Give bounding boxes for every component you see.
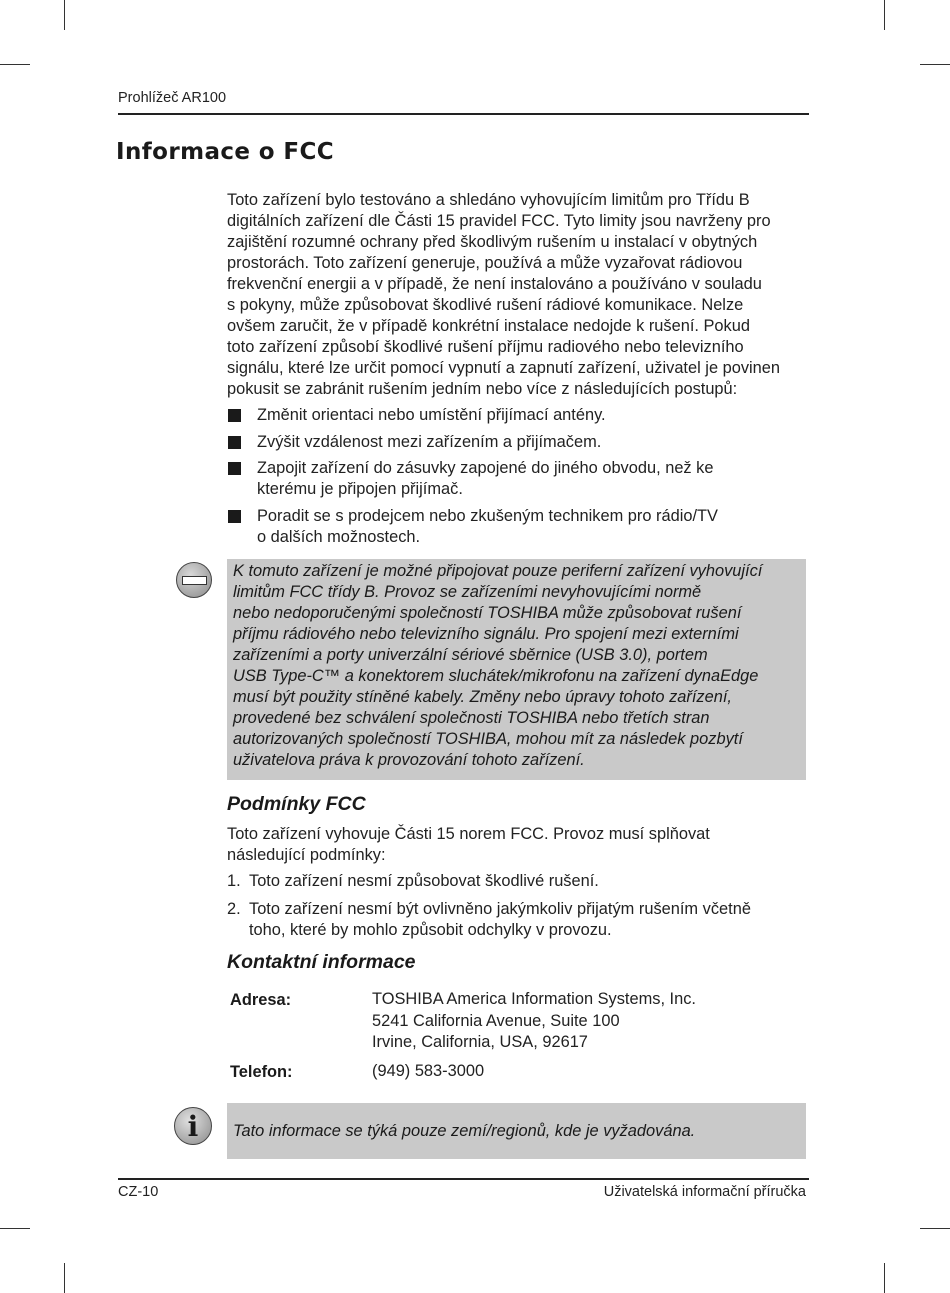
manual-title: Uživatelská informační příručka bbox=[603, 1184, 806, 1200]
text-line: signálu, které lze určit pomocí vypnutí a zapnutí zařízení, uživatel je povinen bbox=[227, 359, 781, 377]
intro-paragraph bbox=[227, 190, 817, 400]
address-value bbox=[372, 989, 696, 1054]
note-line: Tato informace se týká pouze zemí/regionů, kde je vyžadována. bbox=[233, 1121, 696, 1140]
crop-mark bbox=[64, 0, 65, 30]
footer-rule bbox=[118, 1178, 809, 1180]
info-icon: i bbox=[174, 1107, 212, 1145]
address-line: 5241 California Avenue, Suite 100 bbox=[372, 1011, 620, 1030]
text-line: následující podmínky: bbox=[227, 846, 386, 864]
list-item-text: o dalších možnostech. bbox=[257, 527, 421, 546]
text-line: ovšem zaručit, že v případě konkrétní instalace nedojde k rušení. Pokud bbox=[227, 317, 750, 335]
note-line: provedené bez schválení společnosti TOSHIBA nebo třetích stran bbox=[233, 709, 710, 727]
list-item bbox=[227, 458, 817, 500]
note-line: limitům FCC třídy B. Provoz se zařízeními nevyhovujícími normě bbox=[233, 583, 702, 601]
warning-note bbox=[227, 559, 806, 780]
text-line: s pokyny, může způsobovat škodlivé rušení rádiové komunikace. Nelze bbox=[227, 296, 744, 314]
section-heading-contact: Kontaktní informace bbox=[227, 951, 416, 973]
square-bullet-icon bbox=[228, 510, 241, 523]
list-item-text: Zapojit zařízení do zásuvky zapojené do jiného obvodu, než ke bbox=[257, 459, 714, 477]
bullet-list bbox=[227, 405, 817, 553]
list-item-text: Toto zařízení nesmí být ovlivněno jakýmkoliv přijatým rušením včetně bbox=[249, 900, 751, 918]
list-item bbox=[227, 506, 817, 548]
note-line: USB Type-C™ a konektorem sluchátek/mikrofonu na zařízení dynaEdge bbox=[233, 667, 759, 685]
square-bullet-icon bbox=[228, 436, 241, 449]
header-rule bbox=[118, 113, 809, 115]
no-entry-bar bbox=[182, 576, 207, 585]
text-line: Toto zařízení bylo testováno a shledáno vyhovujícím limitům pro Třídu B bbox=[227, 191, 750, 209]
no-entry-icon bbox=[176, 562, 212, 598]
page-title: Informace o FCC bbox=[116, 139, 335, 165]
note-line: autorizovaných společností TOSHIBA, mohou mít za následek pozbytí bbox=[233, 730, 743, 748]
note-line: nebo nedoporučenými společností TOSHIBA může způsobovat rušení bbox=[233, 604, 742, 622]
section-heading-conditions: Podmínky FCC bbox=[227, 793, 366, 815]
note-line: příjmu rádiového nebo televizního signálu. Pro spojení mezi externími bbox=[233, 625, 739, 643]
crop-mark bbox=[884, 0, 885, 30]
text-line: pokusit se zabránit rušením jedním nebo více z následujících postupů: bbox=[227, 380, 738, 398]
list-item bbox=[227, 899, 807, 941]
list-item-text: Poradit se s prodejcem nebo zkušeným technikem pro rádio/TV bbox=[257, 506, 718, 525]
note-line: uživatelova práva k provozování tohoto zařízení. bbox=[233, 751, 585, 769]
list-item-text: Toto zařízení nesmí způsobovat škodlivé rušení. bbox=[249, 872, 599, 890]
crop-mark bbox=[0, 64, 30, 65]
list-item-text: Zvýšit vzdálenost mezi zařízením a přijímačem. bbox=[257, 432, 602, 451]
address-label: Adresa: bbox=[230, 991, 292, 1009]
note-line: K tomuto zařízení je možné připojovat pouze periferní zařízení vyhovující bbox=[233, 562, 763, 580]
list-item bbox=[227, 871, 807, 892]
crop-mark bbox=[920, 1228, 950, 1229]
page-number: CZ-10 bbox=[118, 1184, 159, 1200]
note-line: musí být použity stíněné kabely. Změny nebo úpravy tohoto zařízení, bbox=[233, 688, 732, 706]
running-header: Prohlížeč AR100 bbox=[118, 90, 227, 106]
conditions-list bbox=[227, 871, 807, 948]
list-item bbox=[227, 405, 817, 426]
text-line: Toto zařízení vyhovuje Části 15 norem FCC. Provoz musí splňovat bbox=[227, 825, 710, 843]
crop-mark bbox=[64, 1263, 65, 1293]
text-line: prostorách. Toto zařízení generuje, používá a může vyzařovat rádiovou bbox=[227, 254, 743, 272]
list-number: 1. bbox=[227, 872, 241, 890]
address-line: TOSHIBA America Information Systems, Inc. bbox=[372, 990, 696, 1008]
list-item-text: Změnit orientaci nebo umístění přijímací antény. bbox=[257, 406, 606, 424]
list-item bbox=[227, 432, 817, 453]
text-line: frekvenční energii a v případě, že není instalováno a používáno v souladu bbox=[227, 275, 762, 293]
crop-mark bbox=[0, 1228, 30, 1229]
note-line: zařízeními a porty univerzální sériové sběrnice (USB 3.0), portem bbox=[233, 646, 708, 664]
text-line: digitálních zařízení dle Části 15 pravidel FCC. Tyto limity jsou navrženy pro bbox=[227, 212, 771, 230]
phone-label: Telefon: bbox=[230, 1063, 293, 1081]
address-line: Irvine, California, USA, 92617 bbox=[372, 1033, 588, 1051]
phone-value: (949) 583-3000 bbox=[372, 1062, 485, 1080]
info-note bbox=[227, 1103, 806, 1159]
text-line: zajištění rozumné ochrany před škodlivým rušením u instalací v obytných bbox=[227, 233, 758, 251]
crop-mark bbox=[884, 1263, 885, 1293]
conditions-intro bbox=[227, 824, 817, 866]
square-bullet-icon bbox=[228, 409, 241, 422]
list-item-text: kterému je připojen přijímač. bbox=[257, 480, 463, 498]
square-bullet-icon bbox=[228, 462, 241, 475]
list-item-text: toho, které by mohlo způsobit odchylky v provozu. bbox=[249, 921, 612, 939]
text-line: toto zařízení způsobí škodlivé rušení příjmu radiového nebo televizního bbox=[227, 338, 744, 356]
list-number: 2. bbox=[227, 900, 241, 918]
crop-mark bbox=[920, 64, 950, 65]
